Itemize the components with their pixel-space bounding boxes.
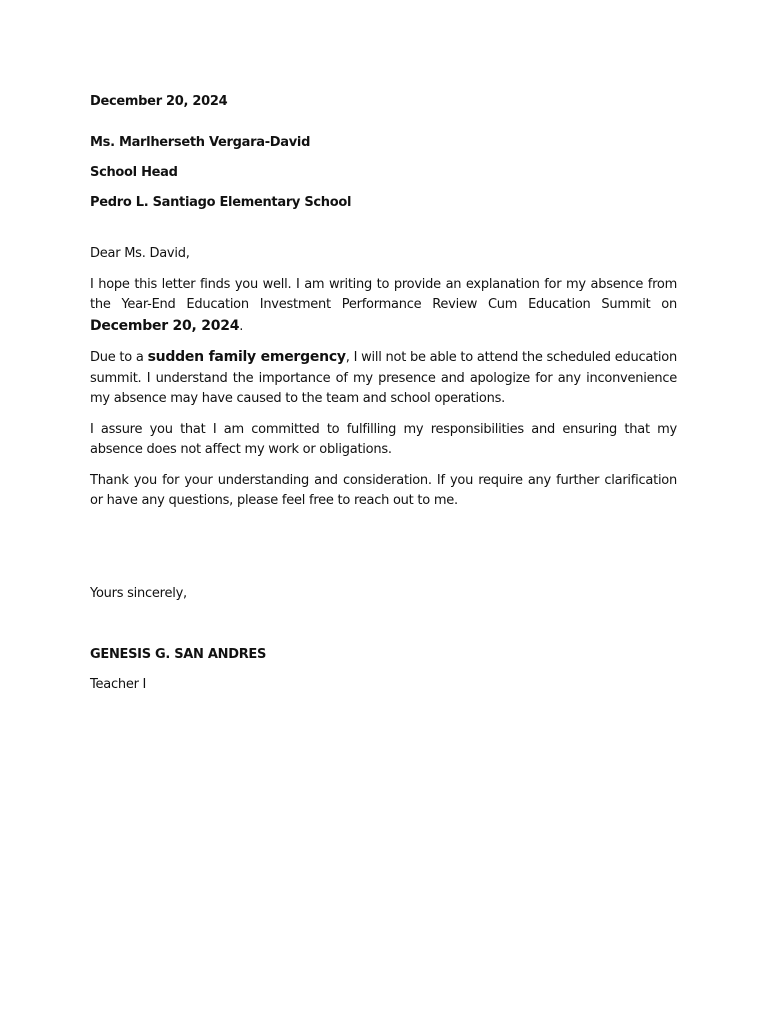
paragraph-1 [90, 275, 677, 338]
paragraph-3: I assure you that I am committed to fulfilling my responsibilities and ensuring that my absence does not affect my work or obligations. [90, 421, 677, 457]
recipient-name: Ms. Marlherseth Vergara-David [90, 135, 311, 150]
letter-date: December 20, 2024 [90, 94, 228, 109]
letter-page [90, 92, 677, 695]
paragraph-2-text: , I will not be able to attend the scheduled education summit. I understand the importance of my presence and apologize for any inconvenience my absence may have caused to the team and school operations. [90, 350, 677, 406]
signature-name: GENESIS G. SAN ANDRES [90, 646, 267, 662]
paragraph-1-date-bold: December 20, 2024 [90, 317, 240, 334]
recipient-title: School Head [90, 165, 178, 180]
paragraph-2 [90, 347, 677, 410]
signature-title: Teacher I [90, 676, 147, 692]
paragraph-4: Thank you for your understanding and consideration. If you require any further clarification or have any questions, please feel free to reach out to me. [90, 472, 677, 508]
paragraph-2-start: Due to a [90, 350, 148, 365]
paragraph-1-text: I hope this letter finds you well. I am writing to provide an explanation for my absence from the Year-End Education Investment Performance Review Cum Education Summit on [90, 276, 677, 312]
paragraph-2-emphasis: sudden family emergency [147, 349, 346, 365]
recipient-school: Pedro L. Santiago Elementary School [90, 195, 352, 210]
closing: Yours sincerely, [90, 585, 187, 601]
salutation: Dear Ms. David, [90, 246, 190, 261]
paragraph-1-end: . [239, 318, 244, 334]
